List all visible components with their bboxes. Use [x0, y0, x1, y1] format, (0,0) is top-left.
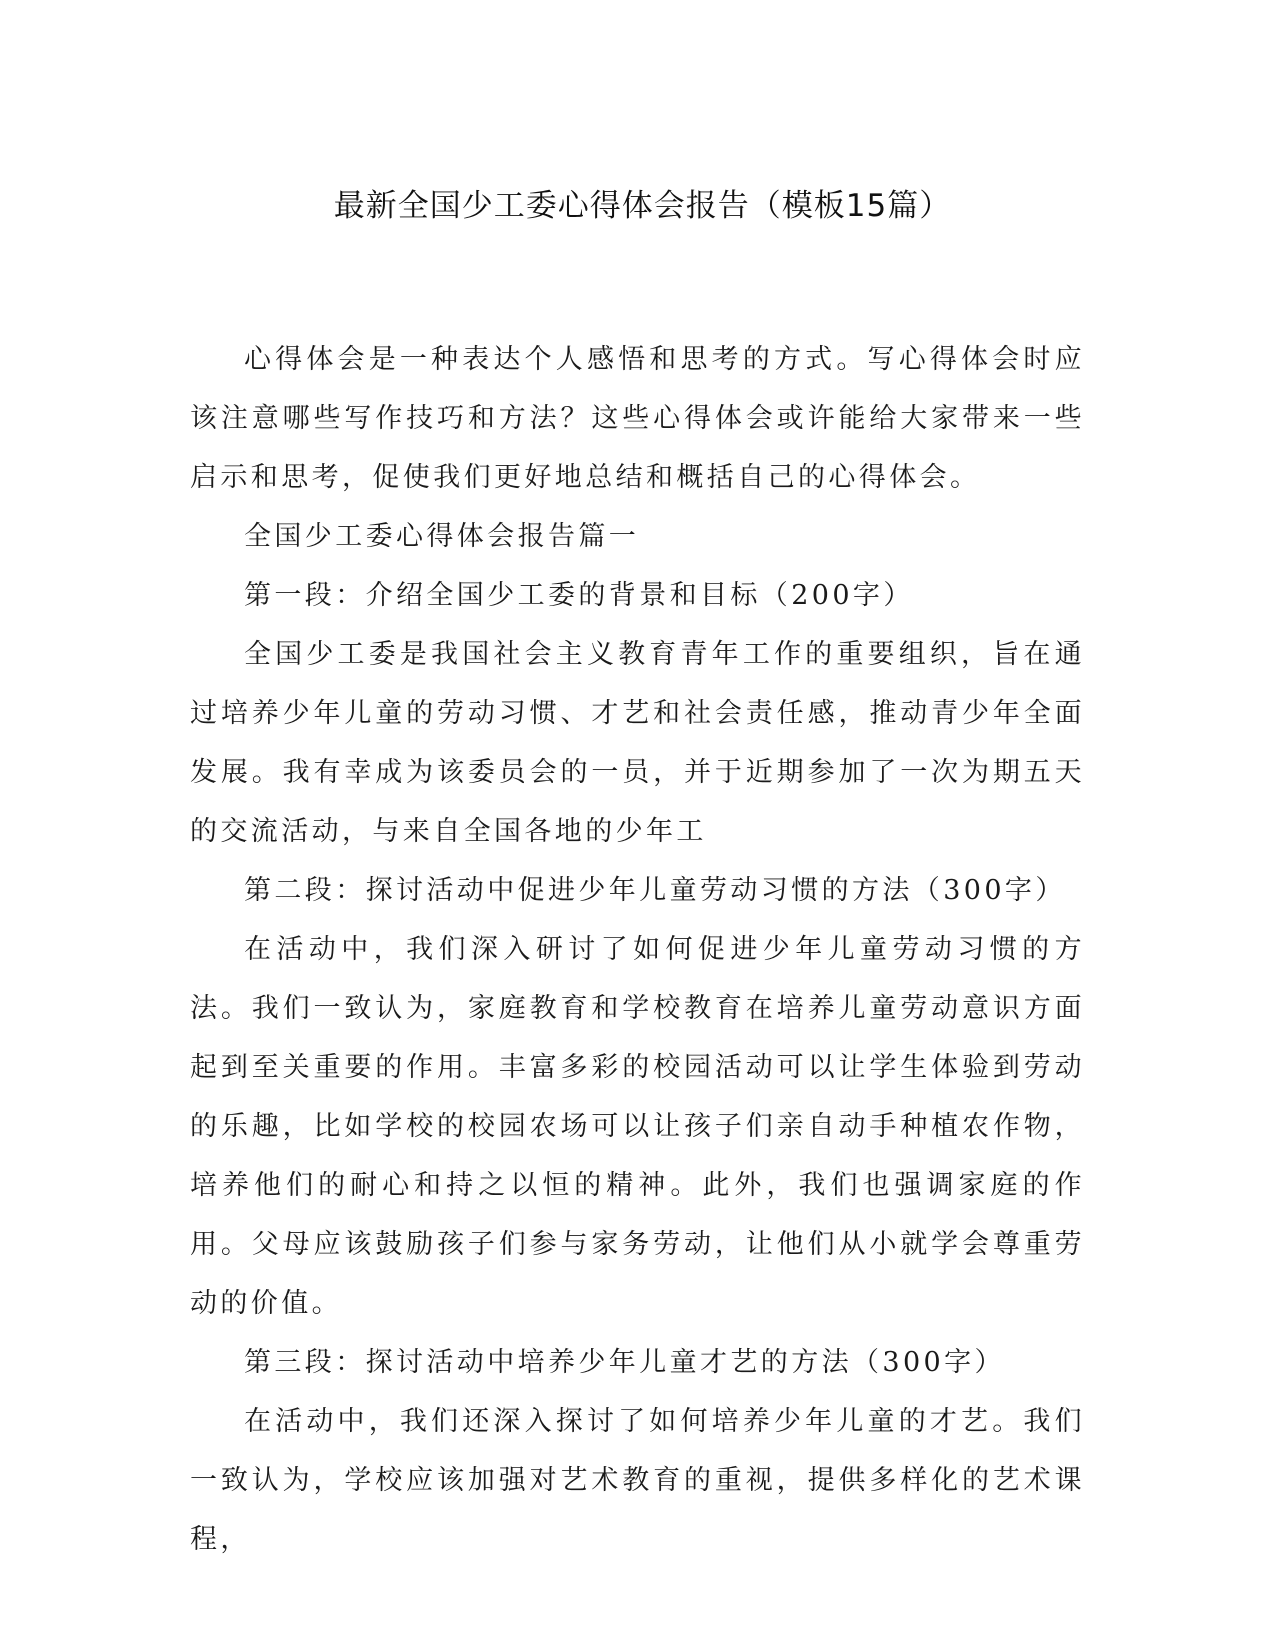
intro-paragraph: 心得体会是一种表达个人感悟和思考的方式。写心得体会时应该注意哪些写作技巧和方法？这些心得体会或许能给大家带来一些启示和思考，促使我们更好地总结和概括自己的心得体会。: [190, 344, 1085, 493]
document-body: [190, 330, 1085, 1569]
document-title: 最新全国少工委心得体会报告（模板15篇）: [333, 188, 952, 224]
section-paragraph-1: 全国少工委是我国社会主义教育青年工作的重要组织，旨在通过培养少年儿童的劳动习惯、才艺和社会责任感，推动青少年全面发展。我有幸成为该委员会的一员，并于近期参加了一次为期五天的交流活动，与来自全国各地的少年工: [190, 639, 1085, 847]
chapter-heading: 全国少工委心得体会报告篇一: [244, 521, 640, 552]
section-paragraph-2: 在活动中，我们深入研讨了如何促进少年儿童劳动习惯的方法。我们一致认为，家庭教育和学校教育在培养儿童劳动意识方面起到至关重要的作用。丰富多彩的校园活动可以让学生体验到劳动的乐趣，比如学校的校园农场可以让孩子们亲自动手种植农作物，培养他们的耐心和持之以恒的精神。此外，我们也强调家庭的作用。父母应该鼓励孩子们参与家务劳动，让他们从小就学会尊重劳动的价值。: [190, 934, 1085, 1319]
section-heading-1: 第一段：介绍全国少工委的背景和目标（200字）: [244, 580, 914, 611]
section-paragraph-3: 在活动中，我们还深入探讨了如何培养少年儿童的才艺。我们一致认为，学校应该加强对艺术教育的重视，提供多样化的艺术课程，: [190, 1406, 1085, 1555]
section-heading-3: 第三段：探讨活动中培养少年儿童才艺的方法（300字）: [244, 1347, 1005, 1378]
section-heading-2: 第二段：探讨活动中促进少年儿童劳动习惯的方法（300字）: [244, 875, 1066, 906]
